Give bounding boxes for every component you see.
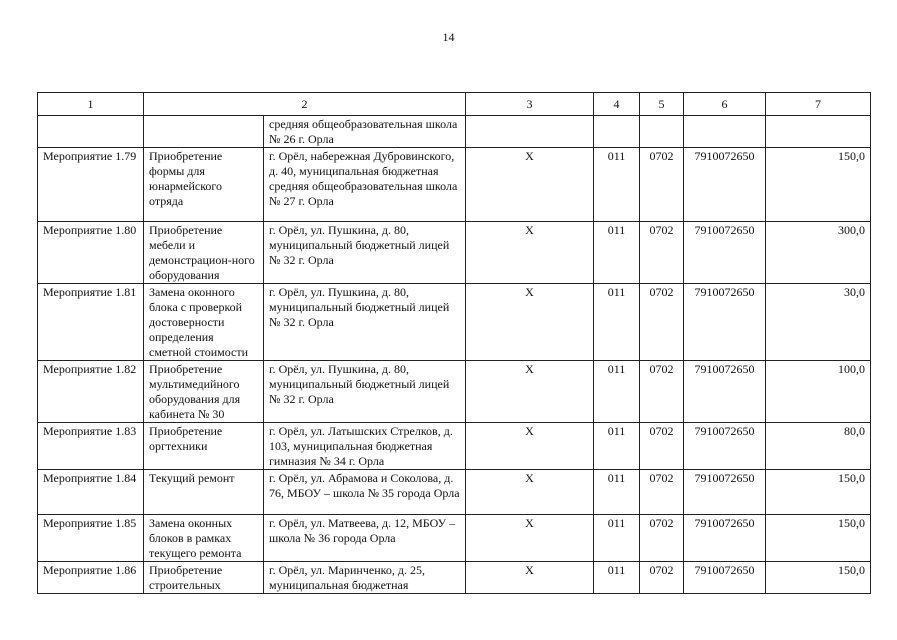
header-col-5: 5 bbox=[640, 93, 684, 116]
table-row bbox=[38, 361, 871, 423]
event-address: г. Орёл, ул. Латышских Стрелков, д. 103, муниципальная бюджетная гимназия № 34 г. Орла bbox=[264, 423, 466, 470]
event-name bbox=[144, 116, 264, 148]
mark-cell: X bbox=[466, 423, 594, 470]
grbs-code: 011 bbox=[594, 284, 640, 361]
header-col-4: 4 bbox=[594, 93, 640, 116]
cs-code: 7910072650 bbox=[684, 562, 766, 594]
rzpr-code: 0702 bbox=[640, 148, 684, 222]
event-address: средняя общеобразовательная школа № 26 г. Орла bbox=[264, 116, 466, 148]
amount: 80,0 bbox=[766, 423, 871, 470]
rzpr-code: 0702 bbox=[640, 562, 684, 594]
grbs-code: 011 bbox=[594, 361, 640, 423]
event-id: Мероприятие 1.81 bbox=[38, 284, 144, 361]
event-address: г. Орёл, ул. Пушкина, д. 80, муниципальный бюджетный лицей № 32 г. Орла bbox=[264, 361, 466, 423]
amount: 150,0 bbox=[766, 470, 871, 515]
amount: 150,0 bbox=[766, 148, 871, 222]
grbs-code: 011 bbox=[594, 515, 640, 562]
event-name: Замена оконных блоков в рамках текущего ремонта bbox=[144, 515, 264, 562]
event-address: г. Орёл, ул. Пушкина, д. 80, муниципальный бюджетный лицей № 32 г. Орла bbox=[264, 284, 466, 361]
event-address: г. Орёл, ул. Матвеева, д. 12, МБОУ – школа № 36 города Орла bbox=[264, 515, 466, 562]
rzpr-code: 0702 bbox=[640, 423, 684, 470]
header-col-7: 7 bbox=[766, 93, 871, 116]
event-id: Мероприятие 1.84 bbox=[38, 470, 144, 515]
event-id bbox=[38, 116, 144, 148]
event-name: Приобретение строительных bbox=[144, 562, 264, 594]
mark-cell: X bbox=[466, 284, 594, 361]
mark-cell: X bbox=[466, 562, 594, 594]
budget-table bbox=[37, 92, 871, 594]
amount: 30,0 bbox=[766, 284, 871, 361]
event-id: Мероприятие 1.79 bbox=[38, 148, 144, 222]
header-col-2: 2 bbox=[144, 93, 466, 116]
event-id: Мероприятие 1.86 bbox=[38, 562, 144, 594]
event-address: г. Орёл, ул. Маринченко, д. 25, муниципальная бюджетная bbox=[264, 562, 466, 594]
event-id: Мероприятие 1.82 bbox=[38, 361, 144, 423]
event-address: г. Орёл, ул. Абрамова и Соколова, д. 76, МБОУ – школа № 35 города Орла bbox=[264, 470, 466, 515]
header-col-6: 6 bbox=[684, 93, 766, 116]
table-row bbox=[38, 423, 871, 470]
table-row bbox=[38, 116, 871, 148]
cs-code: 7910072650 bbox=[684, 515, 766, 562]
cs-code: 7910072650 bbox=[684, 361, 766, 423]
grbs-code: 011 bbox=[594, 470, 640, 515]
table-row bbox=[38, 470, 871, 515]
page-number: 14 bbox=[442, 30, 455, 44]
grbs-code: 011 bbox=[594, 562, 640, 594]
event-name: Приобретение оргтехники bbox=[144, 423, 264, 470]
mark-cell: X bbox=[466, 470, 594, 515]
mark-cell: X bbox=[466, 361, 594, 423]
grbs-code: 011 bbox=[594, 222, 640, 284]
rzpr-code: 0702 bbox=[640, 470, 684, 515]
header-row bbox=[38, 93, 871, 116]
amount: 300,0 bbox=[766, 222, 871, 284]
event-address: г. Орёл, набережная Дубровинского, д. 40, муниципальная бюджетная средняя общеобразовательная школа № 27 г. Орла bbox=[264, 148, 466, 222]
event-name: Замена оконного блока с проверкой достоверности определения сметной стоимости bbox=[144, 284, 264, 361]
header-col-1: 1 bbox=[38, 93, 144, 116]
table-row bbox=[38, 222, 871, 284]
mark-cell: X bbox=[466, 148, 594, 222]
grbs-code bbox=[594, 116, 640, 148]
table-row bbox=[38, 148, 871, 222]
amount bbox=[766, 116, 871, 148]
amount: 100,0 bbox=[766, 361, 871, 423]
event-name: Приобретение мультимедийного оборудования для кабинета № 30 bbox=[144, 361, 264, 423]
mark-cell: X bbox=[466, 515, 594, 562]
amount: 150,0 bbox=[766, 515, 871, 562]
rzpr-code: 0702 bbox=[640, 515, 684, 562]
event-name: Приобретение мебели и демонстрацион-ного оборудования bbox=[144, 222, 264, 284]
mark-cell: X bbox=[466, 222, 594, 284]
grbs-code: 011 bbox=[594, 148, 640, 222]
table-row bbox=[38, 515, 871, 562]
table-row bbox=[38, 562, 871, 594]
event-name: Приобретение формы для юнармейского отряда bbox=[144, 148, 264, 222]
rzpr-code: 0702 bbox=[640, 284, 684, 361]
table-row bbox=[38, 284, 871, 361]
grbs-code: 011 bbox=[594, 423, 640, 470]
event-id: Мероприятие 1.80 bbox=[38, 222, 144, 284]
cs-code: 7910072650 bbox=[684, 423, 766, 470]
header-col-3: 3 bbox=[466, 93, 594, 116]
rzpr-code: 0702 bbox=[640, 222, 684, 284]
mark-cell bbox=[466, 116, 594, 148]
event-id: Мероприятие 1.83 bbox=[38, 423, 144, 470]
cs-code bbox=[684, 116, 766, 148]
cs-code: 7910072650 bbox=[684, 470, 766, 515]
rzpr-code: 0702 bbox=[640, 361, 684, 423]
cs-code: 7910072650 bbox=[684, 148, 766, 222]
rzpr-code bbox=[640, 116, 684, 148]
event-id: Мероприятие 1.85 bbox=[38, 515, 144, 562]
event-address: г. Орёл, ул. Пушкина, д. 80, муниципальный бюджетный лицей № 32 г. Орла bbox=[264, 222, 466, 284]
event-name: Текущий ремонт bbox=[144, 470, 264, 515]
cs-code: 7910072650 bbox=[684, 222, 766, 284]
cs-code: 7910072650 bbox=[684, 284, 766, 361]
amount: 150,0 bbox=[766, 562, 871, 594]
